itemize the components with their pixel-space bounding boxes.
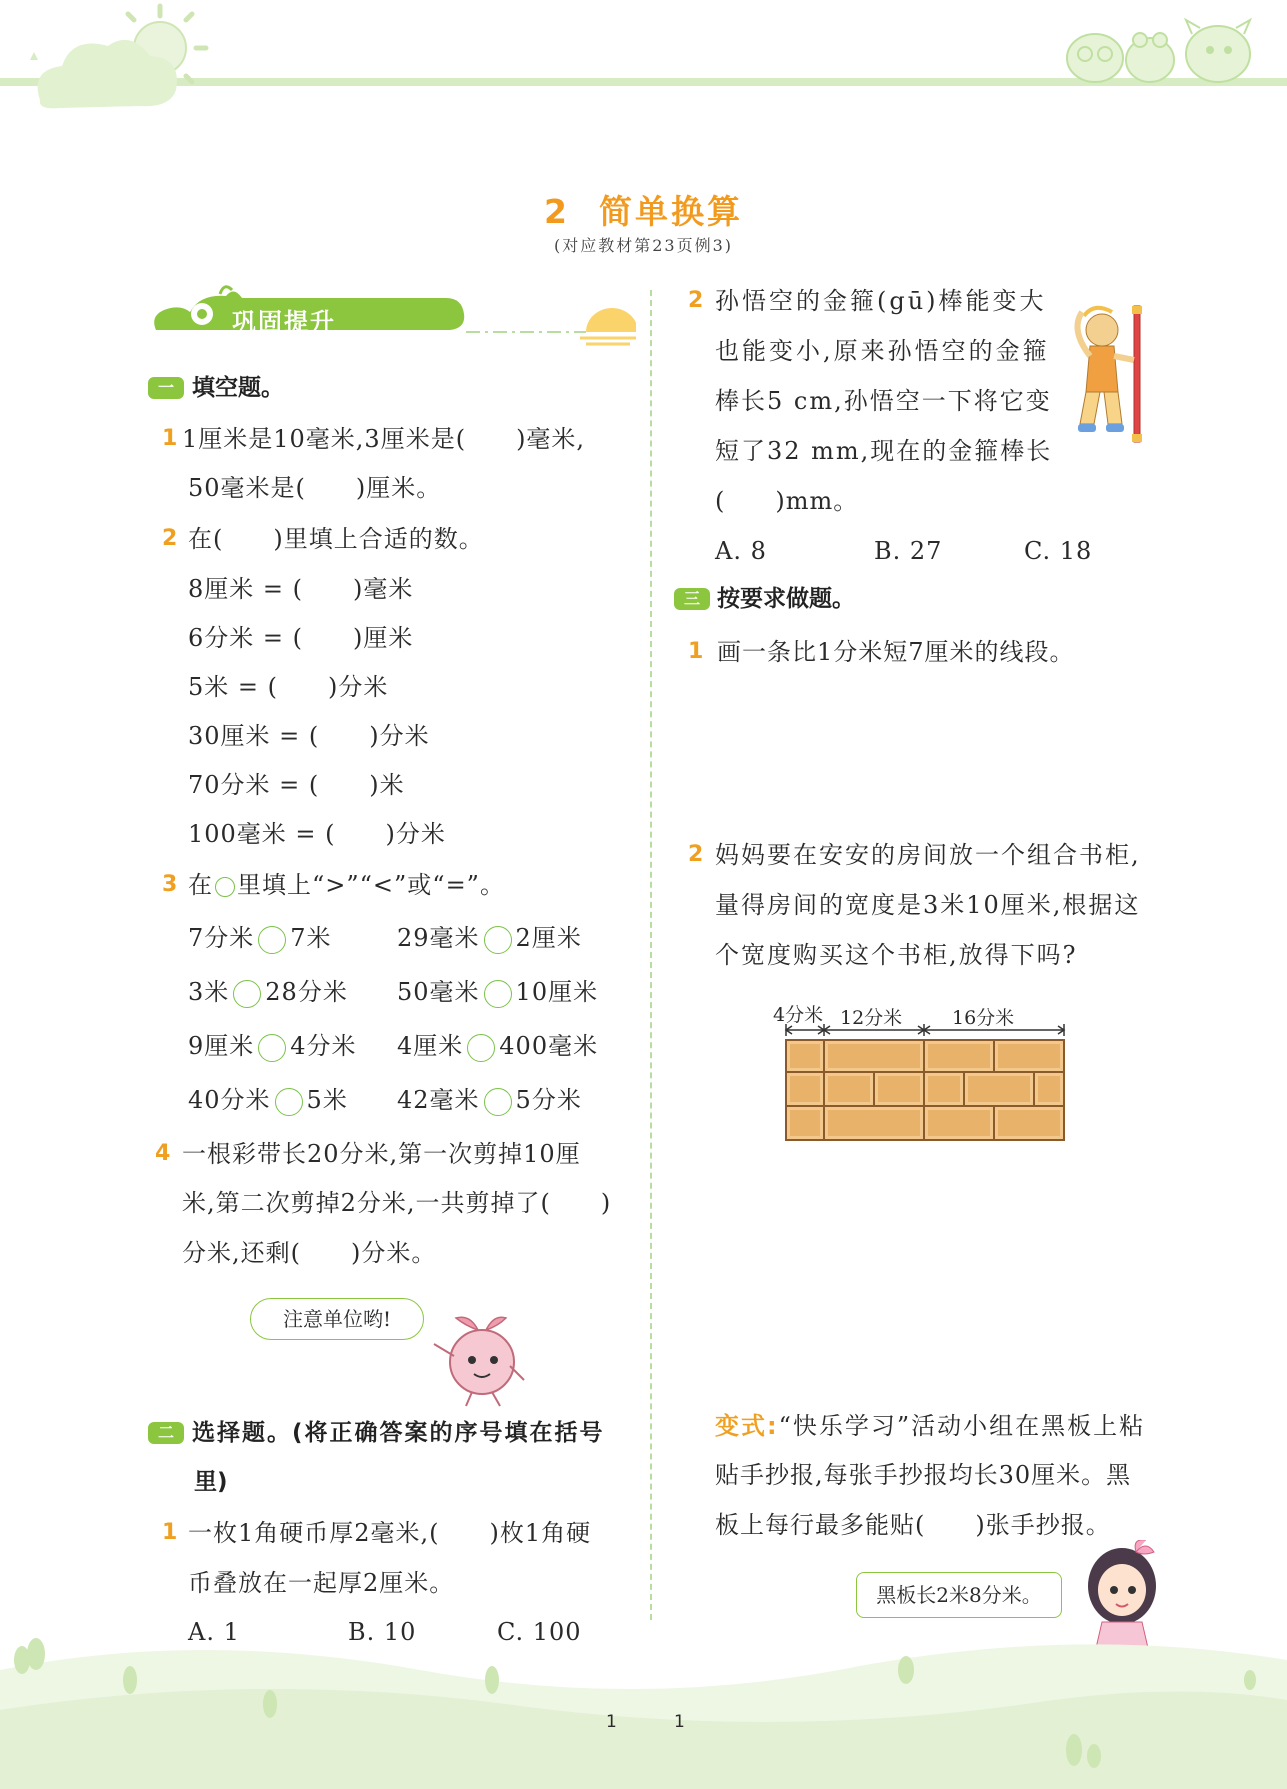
compare-circle-icon <box>215 877 235 897</box>
option-b[interactable]: B. 10 <box>348 1618 417 1646</box>
section-title-choice-line2: 里) <box>194 1469 228 1495</box>
fill-q1-line1: 1厘米是10毫米,3厘米是( )毫米, <box>182 425 586 453</box>
section-title-fill: 填空题。 <box>192 375 284 401</box>
sunset-icon <box>580 308 636 344</box>
conversion-item: 8厘米 = ( )毫米 <box>188 575 414 603</box>
hint-bubble: 黑板长2米8分米。 <box>856 1572 1062 1618</box>
page-title: 2 简单换算 <box>544 192 743 231</box>
compare-circle-icon[interactable] <box>484 1088 512 1116</box>
option-a[interactable]: A. 8 <box>715 537 767 565</box>
question-number: 2 <box>162 526 178 551</box>
question-number: 1 <box>688 639 704 664</box>
section-title-choice: 选择题。(将正确答案的序号填在括号 <box>192 1420 605 1446</box>
page-subtitle: (对应教材第23页例3) <box>553 236 734 255</box>
option-b[interactable]: B. 27 <box>874 537 943 565</box>
variant-line2: 贴手抄报,每张手抄报均长30厘米。黑 <box>715 1461 1132 1489</box>
prompt-part: 里填上“>”“<”或“=”。 <box>237 871 505 899</box>
question-number: 4 <box>155 1141 171 1166</box>
compare-circle-icon[interactable] <box>233 980 261 1008</box>
conversion-item: 5米 = ( )分米 <box>188 673 389 701</box>
tip-bubble: 注意单位哟! <box>250 1298 424 1340</box>
option-a[interactable]: A. 1 <box>188 1618 240 1646</box>
shelf-dim-label: 12分米 <box>840 1007 903 1029</box>
section-badge-1: 一 <box>148 377 184 399</box>
section-title-task: 按要求做题。 <box>717 586 855 612</box>
task-q2-line2: 量得房间的宽度是3米10厘米,根据这 <box>715 891 1141 919</box>
choice-q2-line3: 棒长5 cm,孙悟空一下将它变 <box>715 387 1052 415</box>
animal-friends-icon <box>1067 20 1250 82</box>
variant-line3: 板上每行最多能贴( )张手抄报。 <box>715 1511 1111 1539</box>
peach-character-icon <box>420 1300 540 1410</box>
choice-q2-line2: 也能变小,原来孙悟空的金箍 <box>715 337 1050 365</box>
compare-circle-icon[interactable] <box>484 926 512 954</box>
conversion-item: 70分米 = ( )米 <box>188 771 405 799</box>
compare-circle-icon[interactable] <box>275 1088 303 1116</box>
compare-item: 7分米 7米 <box>188 924 332 952</box>
choice-q1-line2: 币叠放在一起厚2厘米。 <box>188 1569 455 1597</box>
fill-q4-line3: 分米,还剩( )分米。 <box>182 1239 437 1267</box>
question-number: 1 <box>162 426 178 451</box>
section-banner <box>146 280 636 352</box>
monkey-king-icon <box>1060 300 1170 450</box>
conversion-item: 100毫米 = ( )分米 <box>188 820 446 848</box>
task-q2-line3: 个宽度购买这个书柜,放得下吗? <box>715 941 1078 969</box>
conversion-item: 30厘米 = ( )分米 <box>188 722 430 750</box>
variant-line1: 变式:“快乐学习”活动小组在黑板上粘 <box>715 1412 1146 1440</box>
compare-item: 9厘米 4分米 <box>188 1032 357 1060</box>
section-badge-2: 二 <box>148 1422 184 1444</box>
fill-q3-prompt <box>188 870 505 900</box>
shelf-dim-label: 16分米 <box>952 1007 1015 1029</box>
dimension-arrows <box>786 1024 1064 1036</box>
banner-label: 巩固提升 <box>232 308 336 336</box>
page-number-left: 1 <box>606 1712 617 1732</box>
question-number: 2 <box>688 842 704 867</box>
bookshelf-diagram <box>780 1020 1080 1145</box>
question-number: 1 <box>162 1520 178 1545</box>
question-number: 3 <box>162 872 178 897</box>
task-q2-line1: 妈妈要在安安的房间放一个组合书柜, <box>715 841 1141 869</box>
compare-circle-icon[interactable] <box>484 980 512 1008</box>
question-number: 2 <box>688 288 704 313</box>
option-c[interactable]: C. 100 <box>497 1618 582 1646</box>
choice-q1-line1: 一枚1角硬币厚2毫米,( )枚1角硬 <box>188 1519 592 1547</box>
compare-item: 4厘米 400毫米 <box>397 1032 599 1060</box>
compare-circle-icon[interactable] <box>258 1034 286 1062</box>
choice-q2-line1: 孙悟空的金箍(gū)棒能变大 <box>715 287 1047 315</box>
compare-item: 50毫米 10厘米 <box>397 978 599 1006</box>
landscape-decoration <box>0 1610 1287 1789</box>
compare-item: 3米 28分米 <box>188 978 348 1006</box>
choice-q2-line5: ( )mm。 <box>715 487 859 515</box>
header-decoration <box>0 0 1287 120</box>
task-q1-text: 画一条比1分米短7厘米的线段。 <box>717 638 1075 666</box>
compare-item: 40分米 5米 <box>188 1086 348 1114</box>
compare-item: 29毫米 2厘米 <box>397 924 582 952</box>
fill-q1-line2: 50毫米是( )厘米。 <box>188 474 442 502</box>
section-badge-3: 三 <box>674 588 710 610</box>
choice-q2-line4: 短了32 mm,现在的金箍棒长 <box>715 437 1053 465</box>
variant-label: 变式: <box>715 1412 779 1440</box>
column-divider <box>650 290 652 1620</box>
fill-q4-line1: 一根彩带长20分米,第一次剪掉10厘 <box>182 1140 581 1168</box>
prompt-part: 在 <box>188 871 213 899</box>
fill-q4-line2: 米,第二次剪掉2分米,一共剪掉了( ) <box>182 1189 612 1217</box>
compare-circle-icon[interactable] <box>258 926 286 954</box>
page-number-right: 1 <box>674 1712 685 1732</box>
fill-q2-prompt: 在( )里填上合适的数。 <box>188 525 484 553</box>
compare-item: 42毫米 5分米 <box>397 1086 582 1114</box>
option-c[interactable]: C. 18 <box>1024 537 1093 565</box>
compare-circle-icon[interactable] <box>467 1034 495 1062</box>
conversion-item: 6分米 = ( )厘米 <box>188 624 414 652</box>
shelf-dim-label: 4分米 <box>773 1004 824 1026</box>
